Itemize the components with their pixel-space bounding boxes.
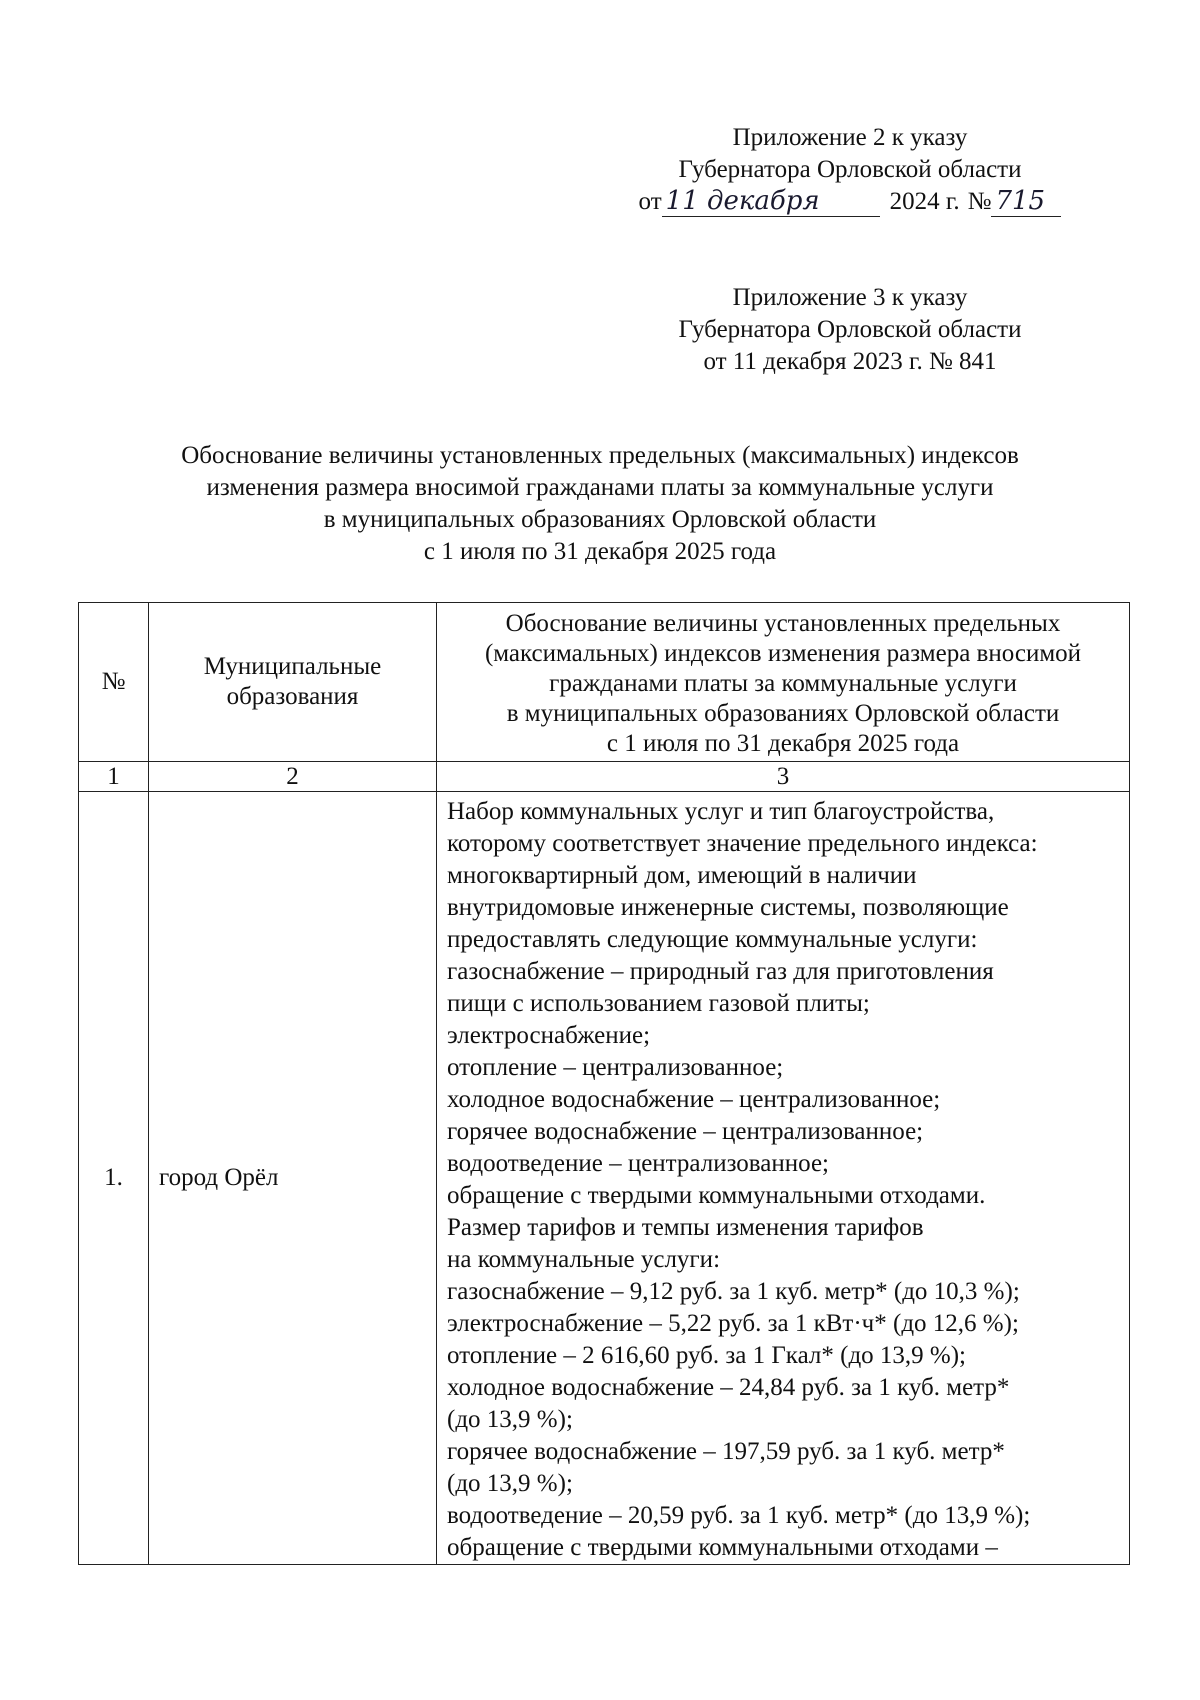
row-number: 1.	[79, 792, 149, 1565]
header-justification	[437, 603, 1130, 762]
appendix-3-header	[600, 282, 1100, 378]
appendix-2-date-row	[600, 186, 1100, 218]
appendix-3-line2: Губернатора Орловской области	[678, 316, 1022, 343]
justification-line: пищи с использованием газовой плиты;	[447, 990, 870, 1017]
justification-line: горячее водоснабжение – 197,59 руб. за 1 куб. метр*	[447, 1438, 1005, 1465]
column-number: 2	[149, 762, 437, 792]
header-justification-line: Обоснование величины установленных предельных	[505, 610, 1061, 637]
appendix-3-line3: от 11 декабря 2023 г. № 841	[703, 348, 997, 375]
title-line: с 1 июля по 31 декабря 2025 года	[423, 538, 777, 565]
justification-line: на коммунальные услуги:	[447, 1246, 721, 1273]
justification-line: (до 13,9 %);	[447, 1406, 573, 1433]
justification-line: газоснабжение – 9,12 руб. за 1 куб. метр* (до 10,3 %);	[447, 1278, 1020, 1305]
appendix-2-line1: Приложение 2 к указу	[732, 124, 968, 151]
justification-table	[78, 602, 1130, 1565]
municipality-name: город Орёл	[149, 792, 437, 1565]
year-text: 2024 г.	[889, 188, 960, 215]
date-prefix: от	[638, 188, 662, 215]
justification-line: обращение с твердыми коммунальными отходами.	[447, 1182, 986, 1209]
title-line: в муниципальных образованиях Орловской области	[323, 506, 877, 533]
appendix-3-line1: Приложение 3 к указу	[732, 284, 968, 311]
title-line: изменения размера вносимой гражданами платы за коммунальные услуги	[206, 474, 994, 501]
justification-line: электроснабжение;	[447, 1022, 651, 1049]
column-number-row	[79, 762, 1130, 792]
header-municipalities-line: Муниципальные	[203, 653, 382, 680]
justification-line: которому соответствует значение предельного индекса:	[447, 830, 1038, 857]
justification-line: обращение с твердыми коммунальными отходами –	[447, 1534, 998, 1561]
number-sign: №	[967, 188, 992, 215]
header-justification-line: (максимальных) индексов изменения размера вносимой	[484, 640, 1082, 667]
justification-line: горячее водоснабжение – централизованное;	[447, 1118, 924, 1145]
header-justification-line: с 1 июля по 31 декабря 2025 года	[606, 730, 960, 757]
table-header-row	[79, 603, 1130, 762]
handwritten-number: 715	[991, 186, 1061, 217]
header-justification-line: гражданами платы за коммунальные услуги	[549, 670, 1017, 697]
justification-line: водоотведение – 20,59 руб. за 1 куб. метр* (до 13,9 %);	[447, 1502, 1031, 1529]
header-number: №	[79, 603, 149, 762]
justification-line: внутридомовые инженерные системы, позволяющие	[447, 894, 1009, 921]
justification-line: Размер тарифов и темпы изменения тарифов	[447, 1214, 924, 1241]
justification-line: многоквартирный дом, имеющий в наличии	[447, 862, 917, 889]
column-number: 1	[79, 762, 149, 792]
appendix-2-line2: Губернатора Орловской области	[678, 156, 1022, 183]
justification-line: электроснабжение – 5,22 руб. за 1 кВт·ч* (до 12,6 %);	[447, 1310, 1019, 1337]
table-row	[79, 792, 1130, 1565]
justification-line: газоснабжение – природный газ для приготовления	[447, 958, 994, 985]
justification-text	[437, 792, 1130, 1565]
document-title	[120, 440, 1080, 568]
justification-line: предоставлять следующие коммунальные услуги:	[447, 926, 978, 953]
justification-line: водоотведение – централизованное;	[447, 1150, 829, 1177]
justification-line: холодное водоснабжение – 24,84 руб. за 1 куб. метр*	[447, 1374, 1010, 1401]
header-justification-line: в муниципальных образованиях Орловской области	[506, 700, 1060, 727]
handwritten-date: 11 декабря	[662, 186, 880, 217]
title-line: Обоснование величины установленных предельных (максимальных) индексов	[181, 442, 1019, 469]
appendix-2-header	[600, 122, 1100, 218]
justification-line: Набор коммунальных услуг и тип благоустройства,	[447, 798, 995, 825]
justification-line: отопление – централизованное;	[447, 1054, 784, 1081]
justification-line: (до 13,9 %);	[447, 1470, 573, 1497]
header-municipalities-line: образования	[226, 683, 359, 710]
justification-line: холодное водоснабжение – централизованное;	[447, 1086, 941, 1113]
column-number: 3	[437, 762, 1130, 792]
justification-line: отопление – 2 616,60 руб. за 1 Гкал* (до 13,9 %);	[447, 1342, 967, 1369]
header-municipalities	[149, 603, 437, 762]
